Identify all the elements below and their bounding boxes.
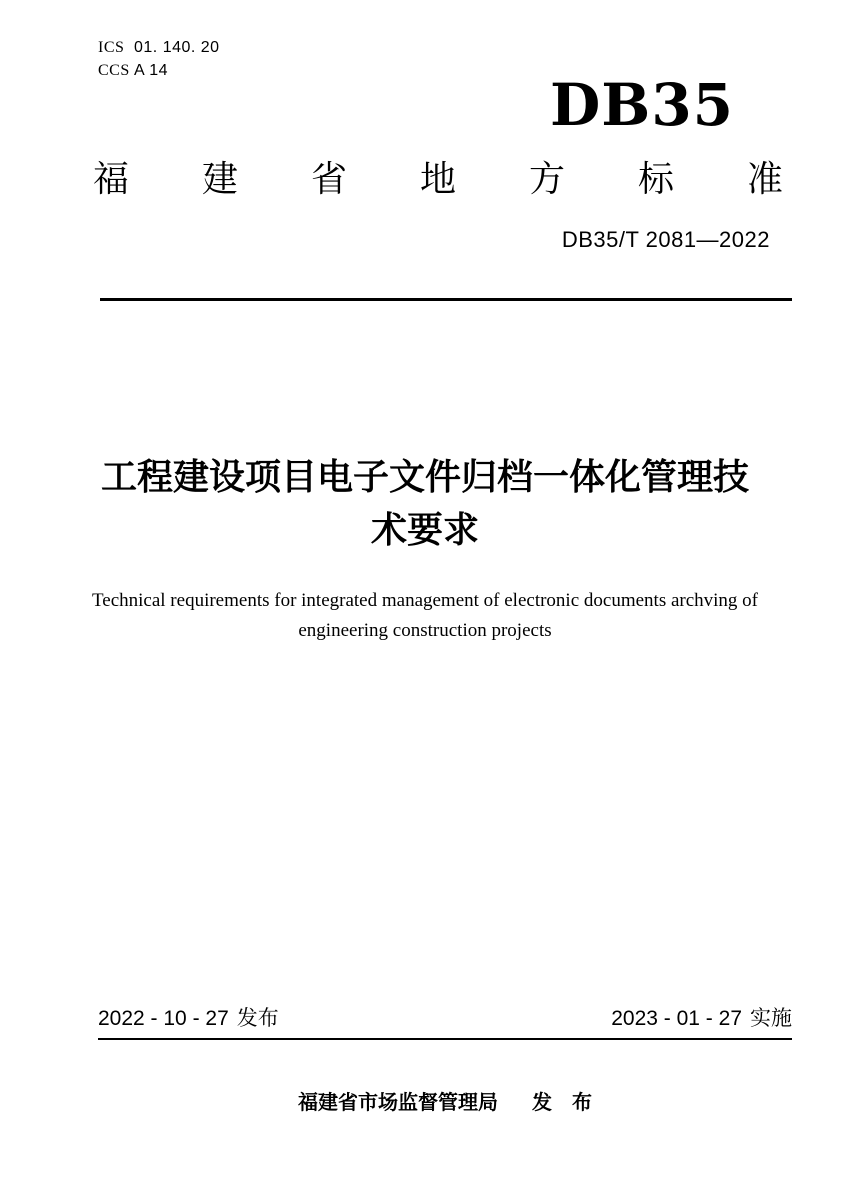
- header-divider-rule: [100, 298, 792, 301]
- ics-code-row: [98, 36, 220, 59]
- publisher-row: [98, 1090, 792, 1116]
- document-title-en: Technical requirements for integrated management of electronic documents archving of engineering construction projects: [91, 590, 759, 641]
- publisher-name: 福建省市场监督管理局: [298, 1092, 498, 1114]
- ccs-label: CCS: [98, 62, 130, 79]
- implementation-date: 2023 - 01 - 27: [611, 1007, 742, 1030]
- ics-value: 01. 140. 20: [134, 39, 220, 56]
- implementation-date-group: [611, 1006, 792, 1031]
- standard-number: DB35/T 2081—2022: [561, 227, 770, 252]
- standard-type-heading: 福建省地方标准: [93, 158, 783, 199]
- footer-divider-rule: [98, 1038, 792, 1040]
- issue-label: 发布: [236, 1007, 279, 1030]
- dates-row: [98, 1006, 792, 1031]
- ics-label: ICS: [98, 39, 125, 56]
- document-title-zh: 工程建设项目电子文件归档一体化管理技术要求: [100, 456, 749, 550]
- ccs-value: A 14: [134, 62, 169, 79]
- db35-logo: DB35: [550, 71, 735, 139]
- issue-date-group: [98, 1006, 279, 1031]
- publish-action-label: 发 布: [532, 1092, 592, 1114]
- implementation-label: 实施: [750, 1007, 792, 1030]
- issue-date: 2022 - 10 - 27: [98, 1007, 229, 1030]
- ccs-code-row: [98, 59, 220, 82]
- classification-codes: [98, 36, 220, 82]
